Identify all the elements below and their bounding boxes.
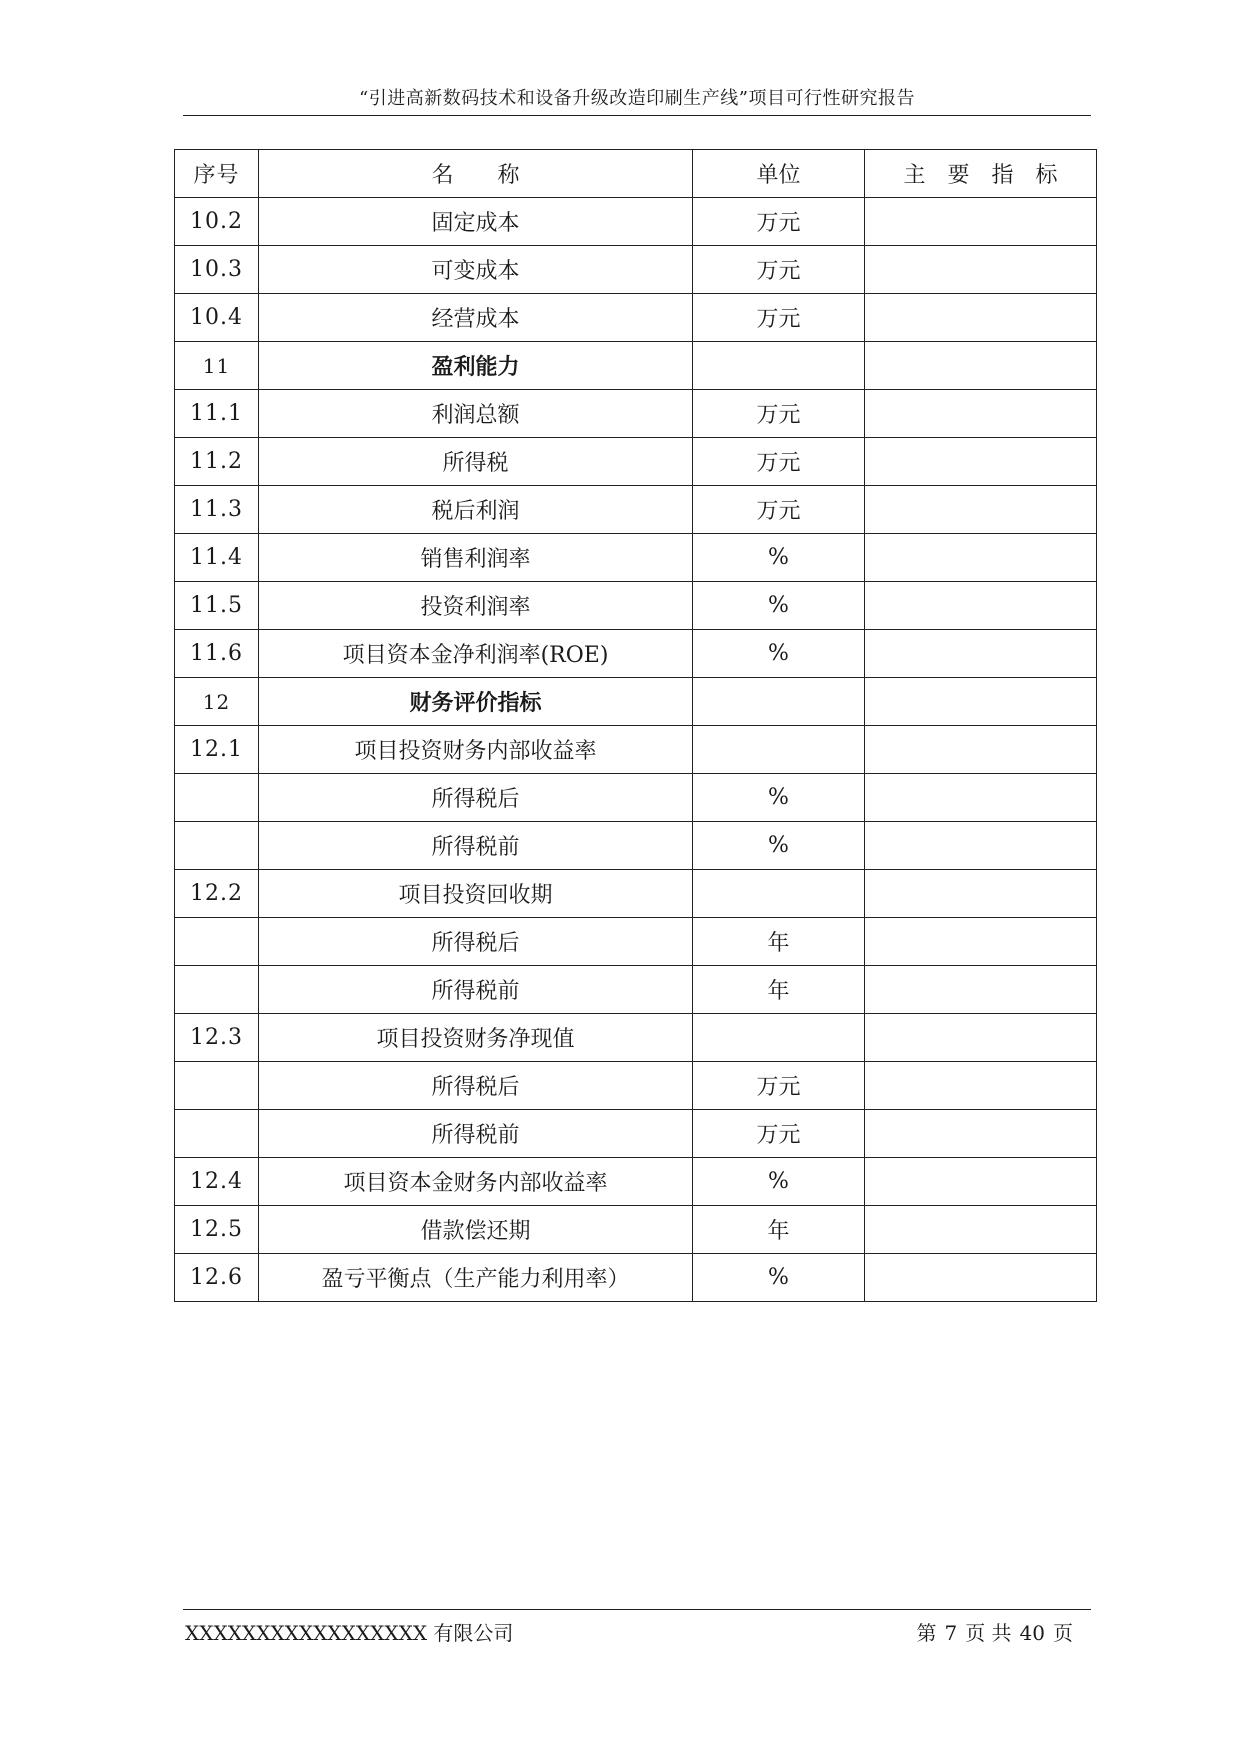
row-unit-cell: 年: [693, 966, 865, 1014]
row-number-cell: 12.6: [175, 1254, 259, 1302]
row-value-cell: [865, 246, 1097, 294]
row-unit-cell: %: [693, 774, 865, 822]
table-row: [175, 630, 1097, 678]
row-value-cell: [865, 342, 1097, 390]
row-number-cell: 12: [175, 678, 259, 726]
row-name-cell: 项目投资财务内部收益率: [259, 726, 693, 774]
row-value-cell: [865, 1062, 1097, 1110]
row-unit-cell: %: [693, 630, 865, 678]
table-row: [175, 246, 1097, 294]
row-name-cell: 投资利润率: [259, 582, 693, 630]
row-value-cell: [865, 726, 1097, 774]
row-name-cell: 销售利润率: [259, 534, 693, 582]
row-value-cell: [865, 822, 1097, 870]
row-number-cell: 10.3: [175, 246, 259, 294]
row-value-cell: [865, 294, 1097, 342]
row-name-cell: 所得税后: [259, 774, 693, 822]
row-value-cell: [865, 486, 1097, 534]
row-number-cell: 11.5: [175, 582, 259, 630]
header-divider: [183, 115, 1091, 116]
row-value-cell: [865, 198, 1097, 246]
row-number-cell: [175, 918, 259, 966]
row-name-cell: 借款偿还期: [259, 1206, 693, 1254]
row-number-cell: 11.6: [175, 630, 259, 678]
header-cell-value: 主 要 指 标: [865, 150, 1097, 198]
page-prefix: 第: [916, 1621, 937, 1645]
row-unit-cell: %: [693, 534, 865, 582]
row-unit-cell: 年: [693, 1206, 865, 1254]
page-suffix: 页: [1053, 1621, 1073, 1645]
row-unit-cell: %: [693, 1254, 865, 1302]
table-row: [175, 1062, 1097, 1110]
row-unit-cell: %: [693, 822, 865, 870]
row-unit-cell: 年: [693, 918, 865, 966]
row-name-cell: 所得税前: [259, 966, 693, 1014]
row-unit-cell: 万元: [693, 438, 865, 486]
header-cell-unit: 单位: [693, 150, 865, 198]
row-value-cell: [865, 918, 1097, 966]
row-name-cell: 项目资本金财务内部收益率: [259, 1158, 693, 1206]
row-name-cell: 所得税前: [259, 822, 693, 870]
row-unit-cell: [693, 870, 865, 918]
table-row: [175, 726, 1097, 774]
table-header-row: [175, 150, 1097, 198]
row-name-cell: 项目资本金净利润率(ROE): [259, 630, 693, 678]
table-section-row: [175, 342, 1097, 390]
row-unit-cell: 万元: [693, 246, 865, 294]
table-row: [175, 438, 1097, 486]
table-row: [175, 294, 1097, 342]
footer-company-name: XXXXXXXXXXXXXXXXX 有限公司: [185, 1621, 514, 1645]
table-row: [175, 1014, 1097, 1062]
table-row: [175, 1206, 1097, 1254]
footer-divider: [183, 1609, 1091, 1610]
row-unit-cell: 万元: [693, 198, 865, 246]
row-number-cell: [175, 774, 259, 822]
row-number-cell: 11.2: [175, 438, 259, 486]
table-row: [175, 1254, 1097, 1302]
row-value-cell: [865, 438, 1097, 486]
row-number-cell: 12.3: [175, 1014, 259, 1062]
row-number-cell: 11.4: [175, 534, 259, 582]
row-name-cell: 利润总额: [259, 390, 693, 438]
row-unit-cell: %: [693, 582, 865, 630]
report-header-title: “引进高新数码技术和设备升级改造印刷生产线”项目可行性研究报告: [359, 88, 915, 109]
row-number-cell: [175, 1110, 259, 1158]
footer-page-number: [916, 1617, 1073, 1646]
row-number-cell: 11.1: [175, 390, 259, 438]
row-number-cell: 10.2: [175, 198, 259, 246]
row-value-cell: [865, 1014, 1097, 1062]
row-name-cell: 经营成本: [259, 294, 693, 342]
row-number-cell: 12.2: [175, 870, 259, 918]
table-row: [175, 486, 1097, 534]
table-row: [175, 1110, 1097, 1158]
row-number-cell: [175, 1062, 259, 1110]
row-value-cell: [865, 534, 1097, 582]
row-unit-cell: 万元: [693, 1110, 865, 1158]
row-name-cell: 固定成本: [259, 198, 693, 246]
row-number-cell: 12.4: [175, 1158, 259, 1206]
row-value-cell: [865, 870, 1097, 918]
table-row: [175, 774, 1097, 822]
row-unit-cell: 万元: [693, 294, 865, 342]
table-row: [175, 966, 1097, 1014]
row-name-cell: 财务评价指标: [259, 678, 693, 726]
row-name-cell: 所得税后: [259, 918, 693, 966]
table-row: [175, 870, 1097, 918]
row-unit-cell: [693, 1014, 865, 1062]
row-number-cell: 12.1: [175, 726, 259, 774]
row-name-cell: 所得税前: [259, 1110, 693, 1158]
table-section-row: [175, 678, 1097, 726]
row-value-cell: [865, 1110, 1097, 1158]
row-value-cell: [865, 630, 1097, 678]
row-name-cell: 税后利润: [259, 486, 693, 534]
row-number-cell: 11: [175, 342, 259, 390]
table-row: [175, 582, 1097, 630]
row-name-cell: 项目投资财务净现值: [259, 1014, 693, 1062]
row-number-cell: 11.3: [175, 486, 259, 534]
table-row: [175, 822, 1097, 870]
page-current: 7: [944, 1621, 958, 1645]
page-mid: 页 共: [965, 1621, 1012, 1645]
row-name-cell: 所得税: [259, 438, 693, 486]
table-row: [175, 1158, 1097, 1206]
row-unit-cell: [693, 726, 865, 774]
row-value-cell: [865, 582, 1097, 630]
table-row: [175, 534, 1097, 582]
row-value-cell: [865, 774, 1097, 822]
row-value-cell: [865, 1254, 1097, 1302]
table-row: [175, 918, 1097, 966]
row-number-cell: 12.5: [175, 1206, 259, 1254]
row-unit-cell: %: [693, 1158, 865, 1206]
table-row: [175, 198, 1097, 246]
row-unit-cell: 万元: [693, 1062, 865, 1110]
row-number-cell: 10.4: [175, 294, 259, 342]
row-name-cell: 所得税后: [259, 1062, 693, 1110]
indicator-table: [174, 149, 1097, 1302]
row-unit-cell: 万元: [693, 486, 865, 534]
header-cell-no: 序号: [175, 150, 259, 198]
row-unit-cell: 万元: [693, 390, 865, 438]
row-unit-cell: [693, 342, 865, 390]
row-name-cell: 盈亏平衡点（生产能力利用率）: [259, 1254, 693, 1302]
table-row: [175, 390, 1097, 438]
row-value-cell: [865, 1206, 1097, 1254]
row-value-cell: [865, 1158, 1097, 1206]
row-name-cell: 项目投资回收期: [259, 870, 693, 918]
header-cell-name: 名 称: [259, 150, 693, 198]
row-number-cell: [175, 822, 259, 870]
row-name-cell: 可变成本: [259, 246, 693, 294]
page-total: 40: [1019, 1621, 1045, 1645]
row-value-cell: [865, 966, 1097, 1014]
row-number-cell: [175, 966, 259, 1014]
row-name-cell: 盈利能力: [259, 342, 693, 390]
row-value-cell: [865, 678, 1097, 726]
row-unit-cell: [693, 678, 865, 726]
row-value-cell: [865, 390, 1097, 438]
